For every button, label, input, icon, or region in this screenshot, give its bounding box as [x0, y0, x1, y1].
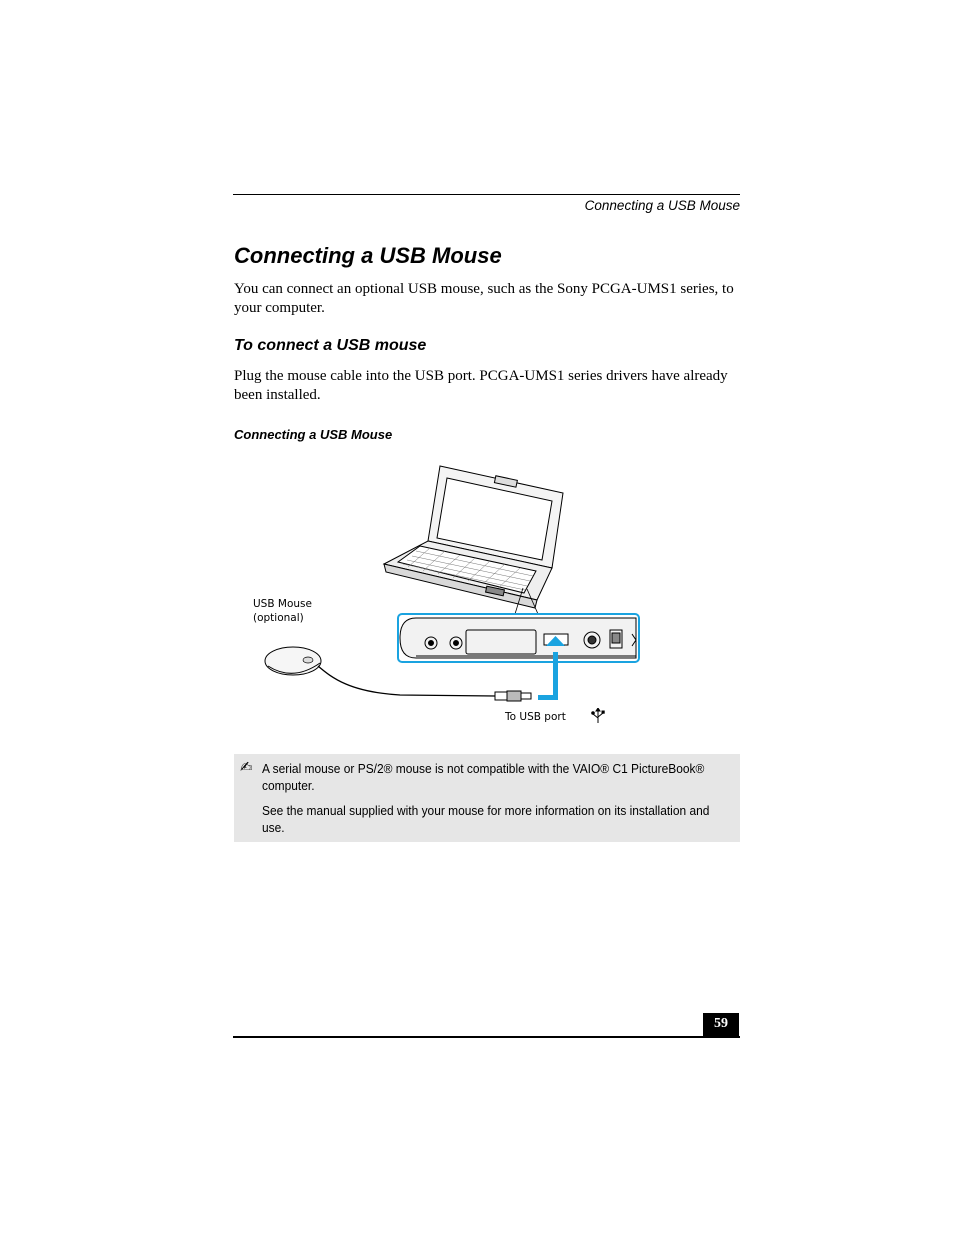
note-box: [234, 754, 740, 842]
intro-paragraph: You can connect an optional USB mouse, such as the Sony PCGA-UMS1 series, to your computer.: [234, 281, 734, 316]
usb-port-label: To USB port: [505, 711, 566, 723]
header-rule: [233, 194, 740, 195]
usb-icon: [591, 708, 605, 724]
laptop-illustration: [384, 466, 563, 608]
note-text-2: See the manual supplied with your mouse for more information on its installation and use.: [262, 803, 710, 835]
figure-caption: Connecting a USB Mouse: [234, 427, 393, 442]
page-number: 59: [703, 1013, 739, 1036]
usb-mouse-figure: [240, 460, 650, 735]
pencil-note-icon: ✍: [240, 758, 253, 776]
section-heading: To connect a USB mouse: [234, 337, 427, 354]
page-title: Connecting a USB Mouse: [234, 243, 502, 268]
footer-rule: [233, 1036, 740, 1038]
usb-plug: [495, 691, 531, 701]
note-text-1: A serial mouse or PS/2® mouse is not compatible with the VAIO® C1 PictureBook® computer.: [262, 761, 705, 793]
port-detail-illustration: [400, 618, 636, 658]
running-header: Connecting a USB Mouse: [584, 198, 740, 213]
mouse-label: USB Mouse (optional): [253, 598, 312, 624]
instruction-paragraph: Plug the mouse cable into the USB port. PCGA-UMS1 series drivers have already been installed.: [234, 368, 728, 403]
mouse-illustration: [265, 647, 321, 675]
